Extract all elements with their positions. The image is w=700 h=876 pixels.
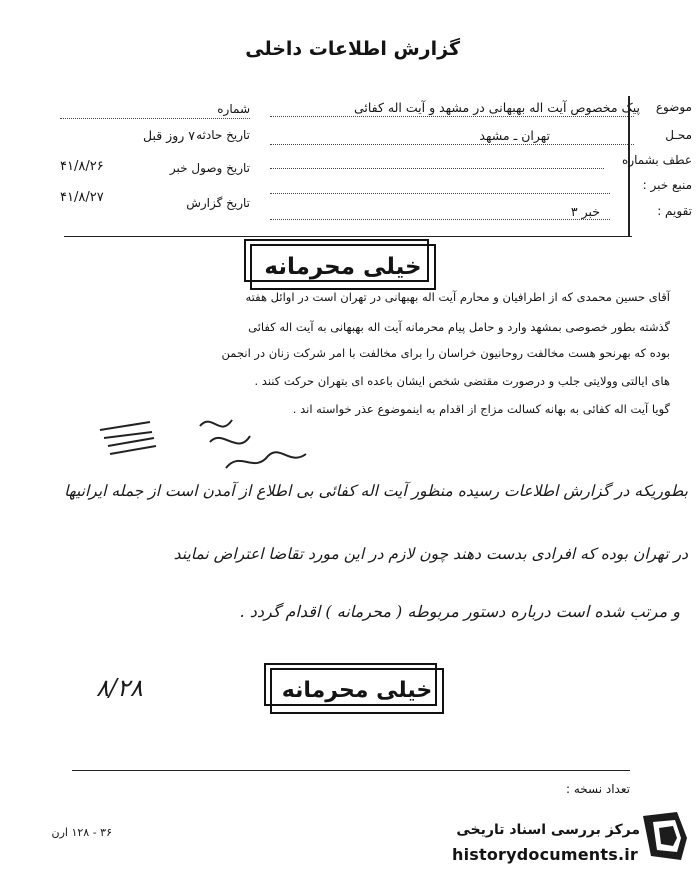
copies-label: تعداد نسخه :	[565, 782, 630, 796]
form-number: ۳۶ - ۱۲۸ ارن	[51, 826, 112, 839]
archive-url: historydocuments.ir	[452, 845, 639, 864]
event-date-label: تاریخ حادثه	[196, 128, 250, 142]
received-date-value: ۴۱/۸/۲۶	[60, 159, 104, 174]
classification-stamp: خیلی محرمانه	[250, 244, 436, 290]
handwritten-note-line: بطوریکه در گزارش اطلاعات رسیده منظور آیت اله کفائی بی اطلاع از آمدن است از جمله ایرانیها	[64, 482, 688, 500]
body-line: گذشته بطور خصوصی بمشهد وارد و حامل پیام محرمانه آیت اله بهبهانی به آیت اله کفائی	[248, 320, 670, 334]
archive-emblem-icon	[637, 808, 691, 864]
handwritten-date: ۸/۲۸	[96, 674, 143, 702]
body-line: گویا آیت اله کفائی به بهانه کسالت مزاج از اقدام به اینموضوع عذر خواسته اند .	[292, 402, 670, 416]
source-label: منبع خبر :	[642, 178, 692, 192]
body-line: بوده که بهرنحو هست مخالفت روحانیون خراسان را برای مخالفت با امر شرکت زنان در انجمن	[221, 346, 670, 360]
handwritten-check-mark	[220, 440, 340, 480]
received-date-label: تاریخ وصول خبر	[169, 161, 250, 175]
location-label: محـل	[665, 128, 692, 142]
handwritten-note-line: در تهران بوده که افرادی بدست دهند چون لازم در این مورد تقاضا اعتراض نمایند	[173, 545, 688, 563]
reference-label: عطف بشماره	[622, 153, 692, 167]
number-label: شماره	[217, 102, 250, 116]
classification-stamp-bottom: خیلی محرمانه	[270, 668, 444, 714]
archive-name: مرکز بررسی اسناد تاریخی	[456, 822, 640, 838]
event-date-value: ۷ روز قبل	[143, 128, 195, 143]
location-value: تهران ـ مشهد	[479, 128, 550, 143]
report-title: گزارش اطلاعات داخلی	[245, 38, 460, 60]
rating-value: خبر ۳	[570, 204, 600, 219]
report-date-label: تاریخ گزارش	[186, 196, 250, 210]
report-date-value: ۴۱/۸/۲۷	[60, 190, 104, 205]
subject-label: موضوع	[655, 100, 692, 114]
rating-label: تقویم :	[657, 204, 692, 218]
handwritten-note-line: و مرتب شده است درباره دستور مربوطه ( محرمانه ) اقدام گردد .	[239, 602, 680, 621]
body-line: های ایالتی وولایتی جلب و درصورت مقتضی شخص ایشان باعده ای بتهران حرکت کنند .	[254, 374, 670, 388]
subject-value: پیک مخصوص آیت اله بهبهانی در مشهد و آیت اله کفائی	[353, 100, 640, 115]
body-line: آقای حسین محمدی که از اطرافیان و محارم آیت اله بهبهانی در تهران است در اوائل هفته	[245, 290, 670, 304]
